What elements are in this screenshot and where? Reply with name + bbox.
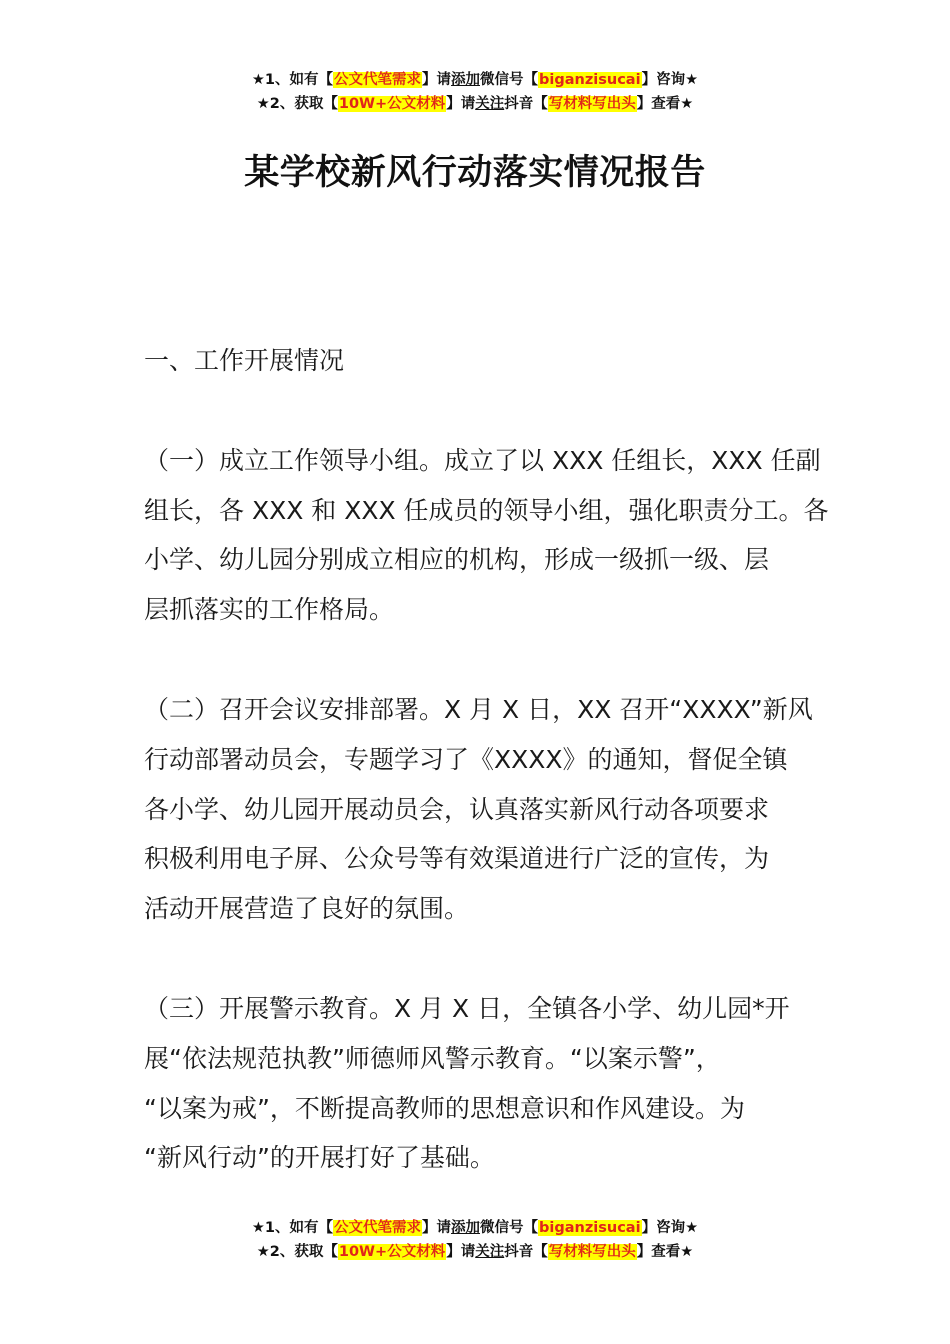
- banner-text: 】请: [446, 1244, 476, 1260]
- paragraph-line: 层抓落实的工作格局。: [144, 595, 395, 625]
- banner-highlight: biganzisucai: [539, 72, 641, 88]
- banner-text: 】查看★: [636, 96, 694, 112]
- paragraph-line: “新风行动”的开展打好了基础。: [144, 1143, 495, 1173]
- banner-underlined: 关注: [475, 1244, 505, 1260]
- banner-text: 微信号【: [480, 1220, 539, 1236]
- banner-line-1: [0, 1216, 950, 1240]
- banner-text: ★1、如有【: [251, 1220, 334, 1236]
- banner-text: ★1、如有【: [251, 72, 334, 88]
- document-body: [144, 336, 829, 1233]
- paragraph-line: （一）成立工作领导小组。成立了以 XXX 任组长，XXX 任副: [144, 445, 821, 475]
- banner-line-1: [0, 68, 950, 92]
- section-heading: 一、工作开展情况: [144, 346, 345, 375]
- banner-highlight: 公文代笔需求: [334, 72, 422, 88]
- banner-underlined: 添加: [451, 72, 481, 88]
- banner-line-2: [0, 92, 950, 116]
- paragraph-line: 行动部署动员会，专题学习了《XXXX》的通知，督促全镇: [144, 744, 788, 774]
- paragraph-line: （二）召开会议安排部署。X 月 X 日，XX 召开“XXXX”新风: [144, 694, 813, 724]
- paragraph-line: 积极利用电子屏、公众号等有效渠道进行广泛的宣传，为: [144, 844, 770, 874]
- footer-banner: [0, 1216, 950, 1264]
- banner-text: 】咨询★: [641, 1220, 699, 1236]
- banner-text: 】请: [422, 1220, 452, 1236]
- banner-text: 】咨询★: [641, 72, 699, 88]
- paragraph-line: 各小学、幼儿园开展动员会，认真落实新风行动各项要求: [144, 794, 770, 824]
- banner-underlined: 关注: [475, 96, 505, 112]
- banner-highlight: 写材料写出头: [548, 1244, 636, 1260]
- banner-highlight: 10W+公文材料: [338, 96, 446, 112]
- document-title: 某学校新风行动落实情况报告: [244, 153, 706, 193]
- banner-text: 抖音【: [504, 1244, 548, 1260]
- banner-text: 】请: [422, 72, 452, 88]
- banner-highlight: 10W+公文材料: [338, 1244, 446, 1260]
- banner-text: 】请: [446, 96, 476, 112]
- banner-highlight: 公文代笔需求: [334, 1220, 422, 1236]
- paragraph-line: 活动开展营造了良好的氛围。: [144, 894, 470, 924]
- banner-text: 微信号【: [480, 72, 539, 88]
- banner-underlined: 添加: [451, 1220, 481, 1236]
- paragraph-line: 小学、幼儿园分别成立相应的机构，形成一级抓一级、层: [144, 545, 770, 575]
- banner-highlight: biganzisucai: [539, 1220, 641, 1236]
- banner-text: 】查看★: [636, 1244, 694, 1260]
- paragraph-2: [144, 685, 813, 934]
- banner-text: 抖音【: [504, 96, 548, 112]
- banner-text: ★2、获取【: [256, 96, 338, 112]
- header-banner: [0, 68, 950, 116]
- paragraph-1: [144, 436, 829, 635]
- banner-highlight: 写材料写出头: [548, 96, 636, 112]
- banner-text: ★2、获取【: [256, 1244, 338, 1260]
- paragraph-3: [144, 984, 806, 1183]
- paragraph-line: 组长，各 XXX 和 XXX 任成员的领导小组，强化职责分工。各: [144, 495, 829, 525]
- paragraph-line: （三）开展警示教育。X 月 X 日，全镇各小学、幼儿园*开: [144, 993, 790, 1023]
- banner-line-2: [0, 1240, 950, 1264]
- paragraph-line: 展“依法规范执教”师德师风警示教育。“以案示警”，: [144, 1043, 721, 1073]
- paragraph-line: “以案为戒”，不断提高教师的思想意识和作风建设。为: [144, 1093, 745, 1123]
